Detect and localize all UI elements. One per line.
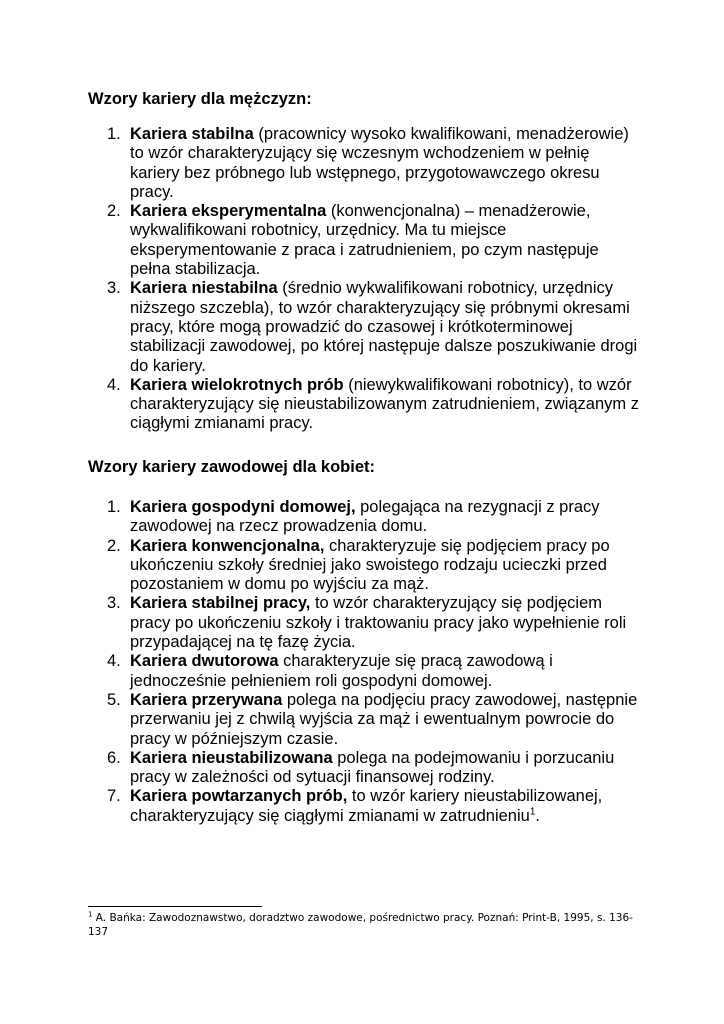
item-number: 4. xyxy=(107,375,121,394)
item-number: 5. xyxy=(107,690,121,709)
item-term: Kariera stabilna xyxy=(130,125,254,143)
item-term: Kariera niestabilna xyxy=(130,279,278,298)
section-heading-men: Wzory kariery dla mężczyzn: xyxy=(88,90,312,108)
item-term: Kariera powtarzanych prób, xyxy=(130,787,348,806)
list-item xyxy=(0,376,640,434)
list-item xyxy=(0,594,640,652)
item-number: 3. xyxy=(107,594,121,613)
item-term: Kariera wielokrotnych prób xyxy=(130,375,344,394)
list-item xyxy=(0,279,640,375)
item-description-tail: . xyxy=(535,806,540,825)
item-number: 1. xyxy=(107,125,121,143)
career-list-men xyxy=(0,125,640,434)
item-number: 7. xyxy=(107,787,121,806)
list-item xyxy=(0,125,640,202)
list-item xyxy=(0,202,640,279)
list-item xyxy=(0,691,640,749)
list-item xyxy=(0,498,640,537)
item-description: (średnio wykwalifikowani robotnicy, urzędnicy niższego szczebla), to wzór charakteryzujący się próbnymi okresami pracy, które mogą prowadzić do czasowej i krótkoterminowej stabilizacji zawodowej, po której następuje dalsze poszukiwanie drogi do kariery. xyxy=(130,279,638,375)
list-item xyxy=(0,652,640,691)
item-number: 2. xyxy=(107,202,121,221)
item-description: (niewykwalifikowani robotnicy), to wzór charakteryzujący się nieustabilizowanym zatrudnieniem, związanym z ciągłymi zmianami pracy. xyxy=(130,375,639,433)
item-description: to wzór charakteryzujący się podjęciem pracy po ukończeniu szkoły i traktowaniu pracy jako wypełnienie roli przypadającej na tę fazę życia. xyxy=(130,594,627,652)
career-list-women xyxy=(0,498,640,826)
item-number: 4. xyxy=(107,652,121,671)
item-number: 1. xyxy=(107,498,121,516)
item-description: charakteryzuje się podjęciem pracy po ukończeniu szkoły średniej jako swoistego rodzaju ucieczki przed pozostaniem w domu po wyjściu za mąż. xyxy=(130,536,610,594)
item-number: 2. xyxy=(107,536,121,555)
item-description: charakteryzuje się pracą zawodową i jednocześnie pełnieniem roli gospodyni domowej. xyxy=(130,652,553,690)
item-description: polega na podejmowaniu i porzucaniu pracy w zależności od sytuacji finansowej rodziny. xyxy=(130,748,615,787)
item-term: Kariera dwutorowa xyxy=(130,652,279,671)
item-term: Kariera nieustabilizowana xyxy=(130,748,333,767)
footnote-mark: 1 xyxy=(88,910,93,919)
item-number: 6. xyxy=(107,748,121,767)
item-description: (pracownicy wysoko kwalifikowani, menadżerowie) to wzór charakteryzujący się wczesnym wchodzeniem w pełnię kariery bez próbnego lub wstępnego, przygotowawczego okresu pracy. xyxy=(130,125,629,201)
list-item xyxy=(0,749,640,788)
item-term: Kariera eksperymentalna xyxy=(130,202,327,221)
item-number: 3. xyxy=(107,279,121,298)
item-term: Kariera stabilnej pracy, xyxy=(130,594,311,613)
footnote xyxy=(88,911,648,939)
item-description: polega na podjęciu pracy zawodowej, następnie przerwaniu jej z chwilą wyjścia za mąż i ewentualnym powrocie do pracy w późniejszym czasie. xyxy=(130,690,638,748)
list-item xyxy=(0,537,640,595)
item-description: (konwencjonalna) – menadżerowie, wykwalifikowani robotnicy, urzędnicy. Ma tu miejsce eksperymentowanie z praca i zatrudnieniem, po czym następuje pełna stabilizacja. xyxy=(130,202,599,279)
footnote-text: A. Bańka: Zawodoznawstwo, doradztwo zawodowe, pośrednictwo pracy. Poznań: Print-B, 1995, s. 136-137 xyxy=(88,912,633,938)
list-item xyxy=(0,787,640,826)
item-description: polegająca na rezygnacji z pracy zawodowej na rzecz prowadzenia domu. xyxy=(130,498,600,536)
footnote-separator xyxy=(88,906,262,907)
item-description: to wzór kariery nieustabilizowanej, charakteryzujący się ciągłymi zmianami w zatrudnieniu xyxy=(130,787,603,825)
section-heading-women: Wzory kariery zawodowej dla kobiet: xyxy=(88,458,375,476)
item-term: Kariera konwencjonalna, xyxy=(130,536,325,555)
item-term: Kariera gospodyni domowej, xyxy=(130,498,356,516)
footnote-reference[interactable]: 1 xyxy=(529,806,536,818)
item-term: Kariera przerywana xyxy=(130,690,283,709)
